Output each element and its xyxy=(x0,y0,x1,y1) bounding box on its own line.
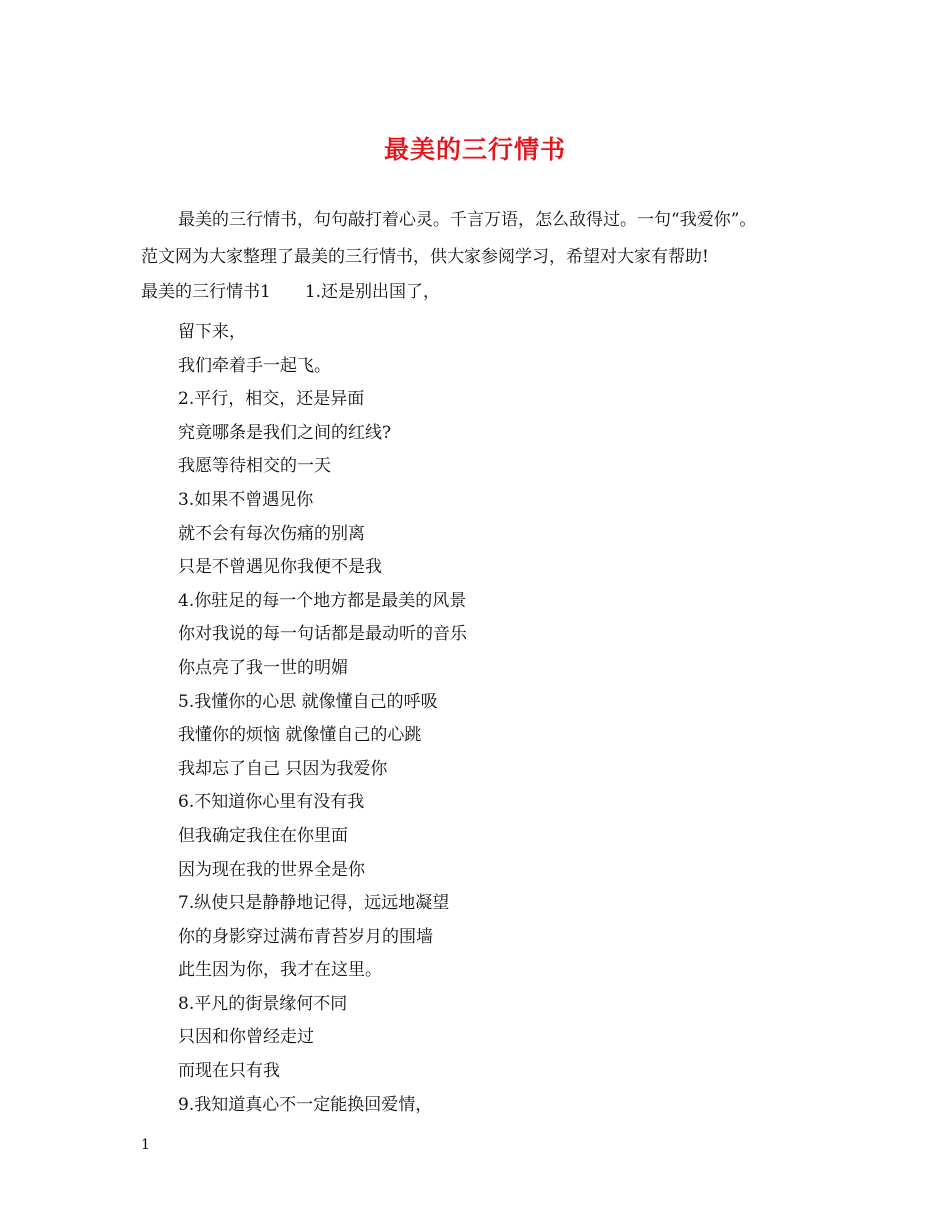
poem-body xyxy=(178,316,467,1122)
poem-line: 8.平凡的街景缘何不同 xyxy=(178,993,348,1014)
poem-line: 我却忘了自己 只因为我爱你 xyxy=(178,758,388,779)
poem-line: 因为现在我的世界全是你 xyxy=(178,859,365,880)
poem-line: 此生因为你，我才在这里。 xyxy=(178,960,382,981)
poem-line: 7.纵使只是静静地记得，远远地凝望 xyxy=(178,893,450,914)
poem-line: 3.如果不曾遇见你 xyxy=(178,489,314,510)
poem-line: 只是不曾遇见你我便不是我 xyxy=(178,557,382,578)
poem-line: 究竟哪条是我们之间的红线? xyxy=(178,422,392,443)
poem-line: 2.平行，相交，还是异面 xyxy=(178,389,365,410)
poem-line: 5.我懂你的心思 就像懂自己的呼吸 xyxy=(178,691,438,712)
page-number: 1 xyxy=(141,1137,150,1153)
poem-line: 你的身影穿过满布青苔岁月的围墙 xyxy=(178,926,433,947)
poem-line: 但我确定我住在你里面 xyxy=(178,825,348,846)
poem-line: 而现在只有我 xyxy=(178,1061,280,1082)
poem-line: 我懂你的烦恼 就像懂自己的心跳 xyxy=(178,725,422,746)
section-heading-line xyxy=(141,282,440,302)
poem-line: 只因和你曾经走过 xyxy=(178,1027,314,1048)
poem-line: 6.不知道你心里有没有我 xyxy=(178,792,365,813)
poem-line: 4.你驻足的每一个地方都是最美的风景 xyxy=(178,590,467,611)
poem-line: 就不会有每次伤痛的别离 xyxy=(178,523,365,544)
poem-line-first: 1.还是别出国了， xyxy=(304,282,441,302)
poem-line: 你点亮了我一世的明媚 xyxy=(178,657,348,678)
poem-line: 9.我知道真心不一定能换回爱情， xyxy=(178,1094,433,1115)
intro-paragraph-line-2: 范文网为大家整理了最美的三行情书，供大家参阅学习，希望对大家有帮助! xyxy=(141,247,709,267)
document-title: 最美的三行情书 xyxy=(383,135,566,164)
section-heading: 最美的三行情书1 xyxy=(141,282,271,302)
intro-paragraph-line-1: 最美的三行情书，句句敲打着心灵。千言万语，怎么敌得过。一句“我爱你”。 xyxy=(178,210,757,230)
poem-line: 我愿等待相交的一天 xyxy=(178,456,331,477)
poem-line: 我们牵着手一起飞。 xyxy=(178,355,331,376)
poem-line: 留下来， xyxy=(178,322,246,342)
poem-line: 你对我说的每一句话都是最动听的音乐 xyxy=(178,624,467,645)
